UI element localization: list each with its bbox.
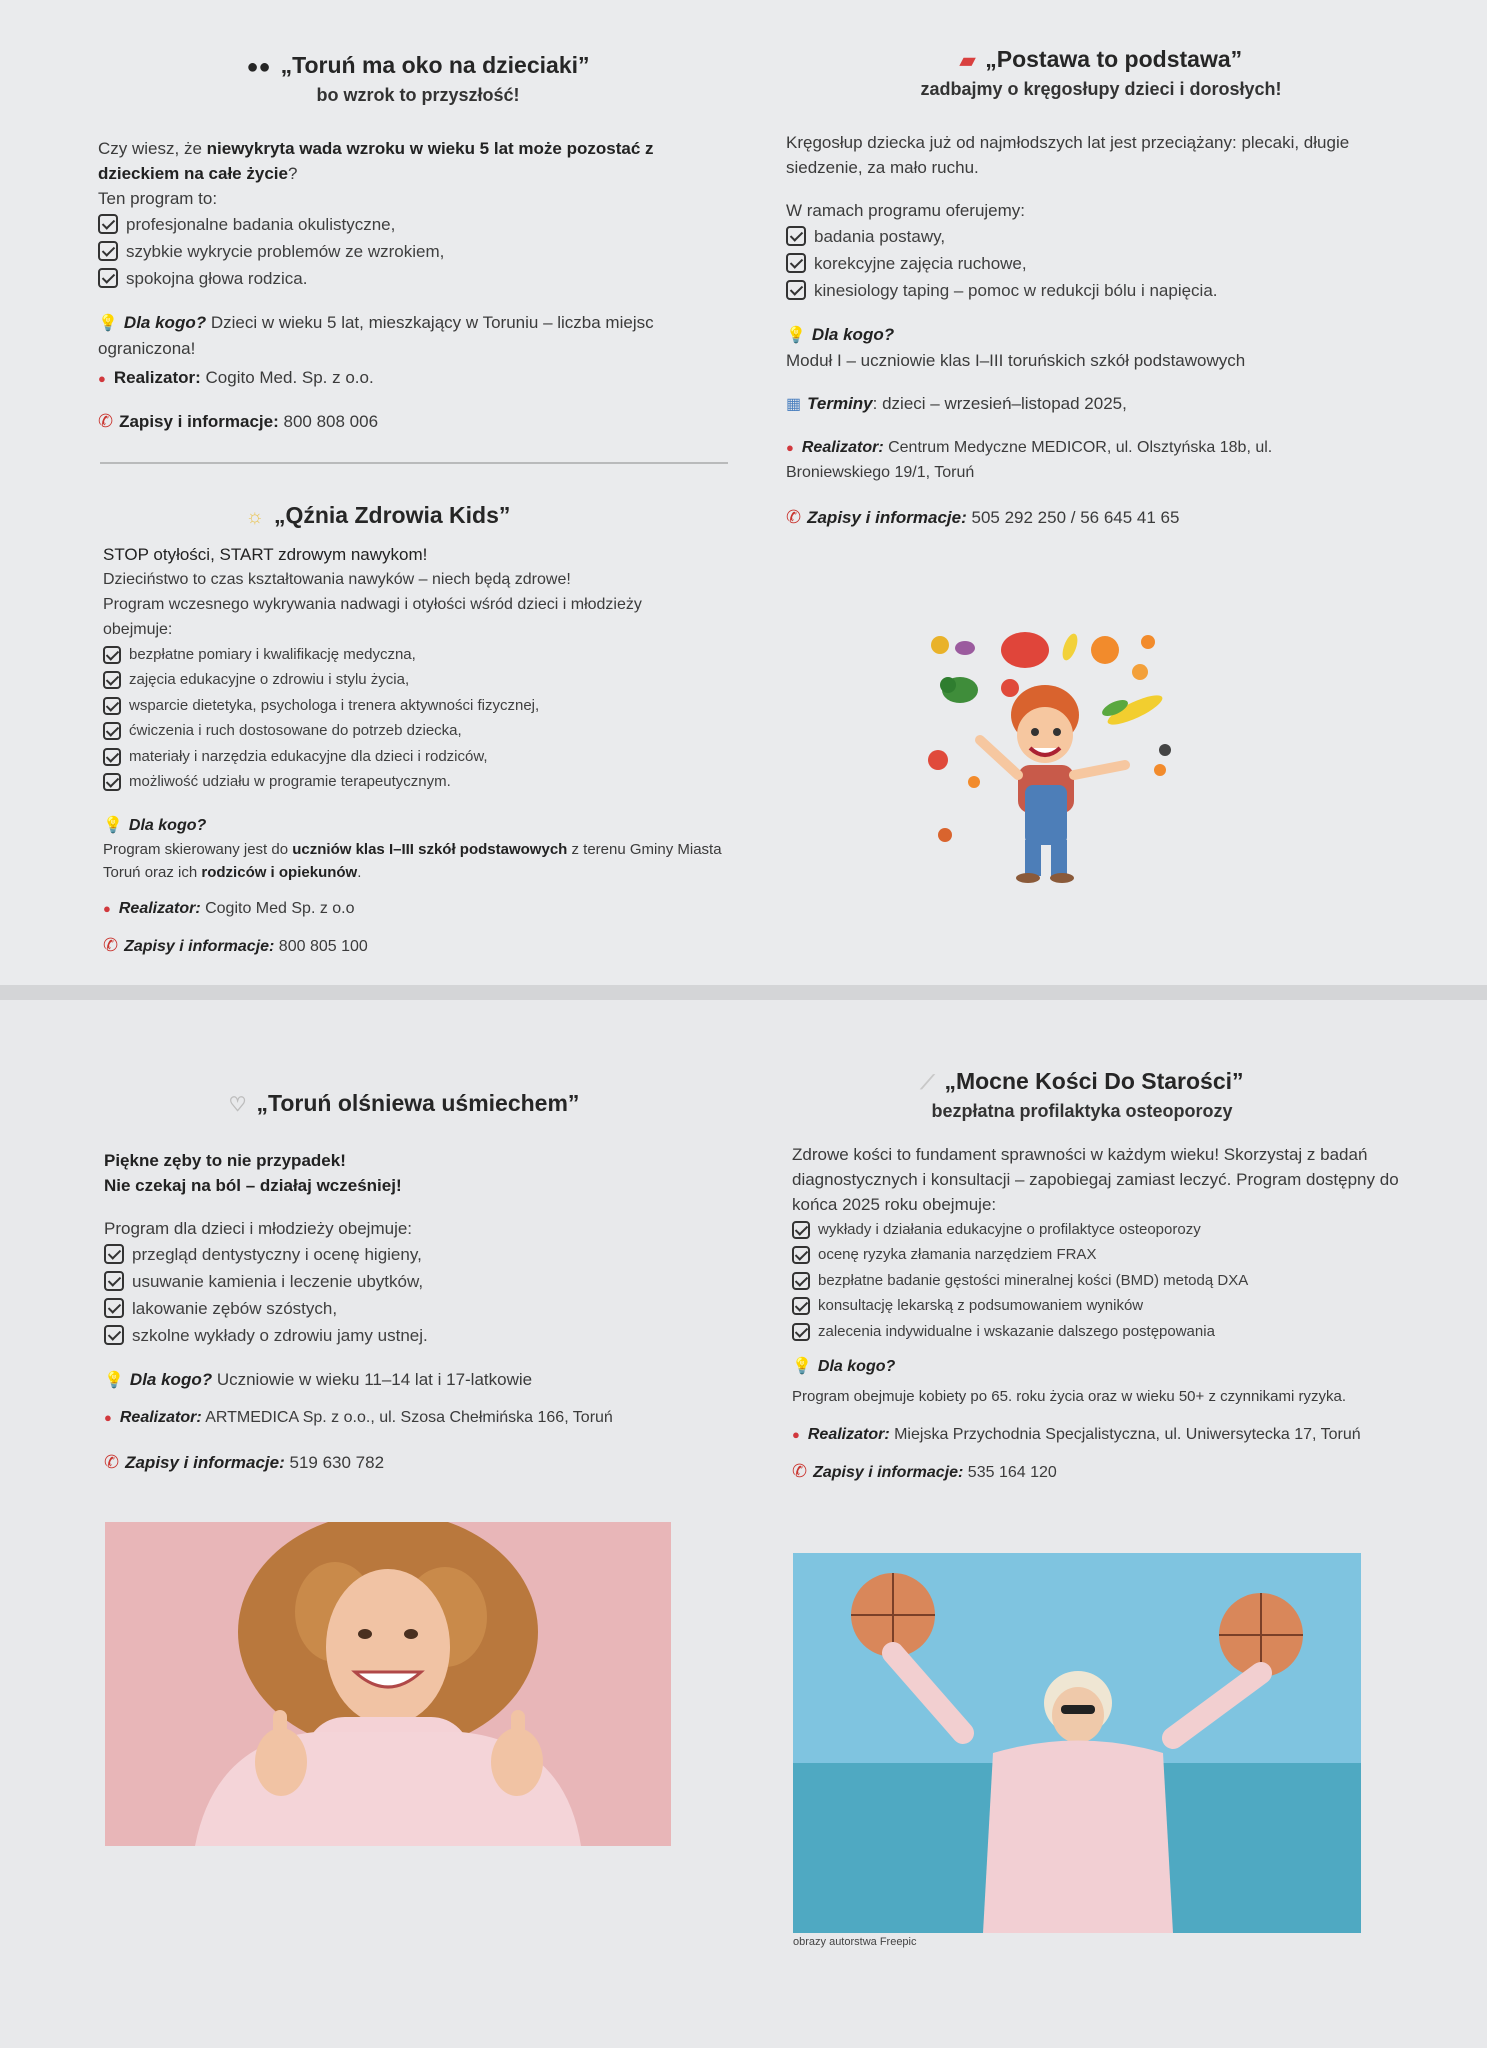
- senior-woman-basketballs-photo: [793, 1553, 1361, 1933]
- list-item: [104, 1295, 744, 1322]
- checkbox-icon: [98, 214, 118, 234]
- list-item-text: badania postawy,: [814, 226, 946, 246]
- realizator: [792, 1422, 1432, 1447]
- target-label: Dla kogo?: [817, 1358, 896, 1376]
- offer-label: W ramach programu oferujemy:: [786, 200, 1026, 220]
- list-item-text: bezpłatne pomiary i kwalifikację medyczna,: [129, 645, 416, 663]
- list-item: [103, 769, 743, 795]
- checkbox-icon: [792, 1272, 810, 1290]
- list-item: [103, 642, 743, 668]
- realizator-label: Realizator:: [807, 1426, 890, 1444]
- girl-thumbs-up-photo: [105, 1522, 671, 1846]
- target-group: [103, 813, 743, 838]
- list-item: [103, 718, 743, 744]
- list-item: [786, 223, 1406, 250]
- target-text: Uczniowie w wieku 11–14 lat i 17-latkowie: [212, 1369, 533, 1389]
- lightbulb-icon: 💡: [792, 1358, 812, 1376]
- checkbox-icon: [98, 268, 118, 288]
- list-item: [103, 667, 743, 693]
- program-title-text: „Toruń olśniewa uśmiechem”: [256, 1090, 580, 1116]
- intro-part: Czy wiesz, że: [98, 138, 207, 158]
- list-item-text: wykłady i działania edukacyjne o profilaktyce osteoporozy: [818, 1220, 1201, 1238]
- checkbox-icon: [786, 280, 806, 300]
- intro-bold: niewykryta wada wzroku w wieku 5 lat może pozostać z dzieckiem na całe życie: [98, 138, 654, 183]
- benefit-list: [104, 1241, 744, 1349]
- boy-vegetables-illustration: [910, 620, 1180, 890]
- target-group: [786, 322, 1406, 348]
- benefit-list: [103, 642, 743, 795]
- slogan: STOP otyłości, START zdrowym nawykom!: [103, 544, 428, 564]
- list-item-text: ćwiczenia i ruch dostosowane do potrzeb dziecka,: [129, 722, 462, 740]
- checkbox-icon: [103, 722, 121, 740]
- phone-icon: ✆: [104, 1451, 120, 1472]
- list-item: [792, 1319, 1432, 1345]
- realizator: [104, 1405, 744, 1430]
- contact-label: Zapisy i informacje:: [807, 507, 967, 527]
- target-text: Dzieci w wieku 5 lat, mieszkający w Toruniu – liczba miejsc ograniczona!: [98, 312, 654, 358]
- lightbulb-icon: 💡: [103, 816, 123, 834]
- lightbulb-icon: 💡: [98, 314, 118, 332]
- contact-label: Zapisy i informacje:: [119, 411, 279, 431]
- realizator-label: Realizator:: [801, 438, 884, 456]
- checkbox-icon: [104, 1244, 124, 1264]
- contact-label: Zapisy i informacje:: [813, 1464, 964, 1482]
- target-part: .: [357, 863, 362, 881]
- bone-icon: ⟋: [920, 1071, 935, 1094]
- program-title: [58, 500, 698, 532]
- calendar-icon: ▦: [786, 395, 802, 413]
- checkbox-icon: [104, 1325, 124, 1345]
- program-posture: [786, 44, 1406, 530]
- program-title: [104, 1088, 704, 1120]
- list-item: [98, 211, 738, 238]
- program-title-text: „Mocne Kości Do Starości”: [944, 1068, 1244, 1094]
- intro-text: Kręgosłup dziecka już od najmłodszych lat jest przeciążany: plecaki, długie siedzenie, za mało ruchu.: [786, 132, 1350, 177]
- benefit-list: [792, 1217, 1432, 1345]
- list-item-text: szkolne wykłady o zdrowiu jamy ustnej.: [132, 1325, 428, 1345]
- location-pin-icon: ●: [792, 1427, 800, 1443]
- divider: [100, 462, 728, 464]
- list-item-text: szybkie wykrycie problemów ze wzrokiem,: [126, 241, 445, 261]
- list-item: [786, 277, 1406, 304]
- list-item: [786, 250, 1406, 277]
- list-item-text: kinesiology taping – pomoc w redukcji bólu i napięcia.: [814, 280, 1218, 300]
- program-kids: [103, 500, 743, 959]
- checkbox-icon: [103, 773, 121, 791]
- phone-icon: ✆: [786, 506, 802, 527]
- checkbox-icon: [792, 1221, 810, 1239]
- list-item: [792, 1217, 1432, 1243]
- list-item-text: korekcyjne zajęcia ruchowe,: [814, 253, 1027, 273]
- checkbox-icon: [103, 646, 121, 664]
- realizator: [98, 365, 738, 391]
- list-item: [103, 744, 743, 770]
- phone-icon: ✆: [103, 934, 119, 955]
- contact-phone: 519 630 782: [284, 1452, 385, 1472]
- location-pin-icon: ●: [104, 1409, 112, 1425]
- list-item-text: zajęcia edukacyjne o zdrowiu i stylu życia,: [129, 671, 410, 689]
- program-title-text: „Qźnia Zdrowia Kids”: [273, 502, 511, 528]
- contact: [103, 933, 743, 959]
- program-teeth: [104, 1088, 744, 1475]
- program-subtitle: bezpłatna profilaktyka osteoporozy: [931, 1100, 1233, 1121]
- target-group: [104, 1367, 744, 1393]
- list-item-text: możliwość udziału w programie terapeutycznym.: [129, 773, 451, 791]
- realizator-text: Centrum Medyczne MEDICOR, ul. Olsztyńska 18b, ul. Broniewskiego 19/1, Toruń: [786, 438, 1273, 481]
- realizator: [786, 435, 1346, 485]
- target-label: Dla kogo?: [123, 312, 207, 332]
- contact: [104, 1450, 744, 1475]
- checkbox-icon: [103, 697, 121, 715]
- list-item: [792, 1293, 1432, 1319]
- list-item-text: materiały i narzędzia edukacyjne dla dzieci i rodziców,: [129, 747, 488, 765]
- target-bold: uczniów klas I–III szkół podstawowych: [292, 840, 568, 858]
- realizator-text: ARTMEDICA Sp. z o.o., ul. Szosa Chełmińska 166, Toruń: [201, 1408, 613, 1426]
- slogan: Nie czekaj na ból – działaj wcześniej!: [104, 1175, 402, 1195]
- list-item-text: zalecenia indywidualne i wskazanie dalszego postępowania: [818, 1322, 1215, 1340]
- program-bones: [792, 1066, 1432, 1485]
- contact-phone: 535 164 120: [963, 1464, 1057, 1482]
- checkbox-icon: [104, 1298, 124, 1318]
- intro-text: [98, 136, 738, 186]
- eyes-icon: ●●: [246, 55, 271, 78]
- program-title: [762, 1066, 1402, 1098]
- program-label: Ten program to:: [98, 188, 218, 208]
- phone-icon: ✆: [98, 410, 114, 431]
- list-item-text: spokojna głowa rodzica.: [126, 268, 308, 288]
- location-pin-icon: ●: [98, 370, 106, 386]
- contact-label: Zapisy i informacje:: [124, 937, 275, 955]
- checkbox-icon: [792, 1246, 810, 1264]
- realizator-text: Miejska Przychodnia Specjalistyczna, ul. Uniwersytecka 17, Toruń: [889, 1426, 1361, 1444]
- list-item-text: profesjonalne badania okulistyczne,: [126, 214, 396, 234]
- list-item: [98, 238, 738, 265]
- target-part: z terenu Gminy Miasta Toruń oraz ich: [103, 840, 722, 881]
- target-group: [792, 1354, 1432, 1379]
- schedule-text: : dzieci – wrzesień–listopad 2025,: [872, 393, 1127, 413]
- checkbox-icon: [103, 748, 121, 766]
- realizator-text: Cogito Med. Sp. z o.o.: [200, 367, 374, 387]
- realizator-label: Realizator:: [113, 367, 201, 387]
- description: Dzieciństwo to czas kształtowania nawyków – niech będą zdrowe!: [103, 570, 571, 588]
- program-title-text: „Postawa to podstawa”: [985, 46, 1243, 72]
- benefit-list: [98, 211, 738, 292]
- contact-phone: 505 292 250 / 56 645 41 65: [966, 507, 1180, 527]
- contact: [786, 505, 1406, 530]
- list-item: [103, 693, 743, 719]
- program-eyes: [98, 50, 738, 434]
- image-credit: obrazy autorstwa Freepic: [793, 1936, 917, 1948]
- lightbulb-icon: 💡: [104, 1371, 124, 1389]
- tooth-icon: ♡: [228, 1093, 247, 1116]
- realizator: [103, 896, 743, 921]
- schedule-label: Terminy: [807, 393, 873, 413]
- target-bold: rodziców i opiekunów: [201, 863, 358, 881]
- program-title-text: „Toruń ma oko na dzieciaki”: [280, 52, 590, 78]
- contact: [792, 1459, 1432, 1485]
- slogan: Piękne zęby to nie przypadek!: [104, 1150, 346, 1170]
- benefit-list: [786, 223, 1406, 304]
- checkbox-icon: [792, 1323, 810, 1341]
- target-label: Dla kogo?: [129, 1369, 213, 1389]
- sheet-gap: [0, 985, 1487, 1000]
- program-title: [786, 44, 1416, 76]
- list-item-text: bezpłatne badanie gęstości mineralnej kości (BMD) metodą DXA: [818, 1271, 1249, 1289]
- target-label: Dla kogo?: [811, 324, 895, 344]
- contact-phone: 800 808 006: [278, 411, 379, 431]
- intro-part: ?: [287, 163, 298, 183]
- target-part: Program skierowany jest do: [103, 840, 293, 858]
- list-item: [104, 1322, 744, 1349]
- list-item: [98, 265, 738, 292]
- realizator-text: Cogito Med Sp. z o.o: [200, 899, 355, 917]
- target-text: Program obejmuje kobiety po 65. roku życia oraz w wieku 50+ z czynnikami ryzyka.: [792, 1388, 1346, 1406]
- checkbox-icon: [786, 253, 806, 273]
- list-item-text: przegląd dentystyczny i ocenę higieny,: [132, 1244, 422, 1264]
- contact-label: Zapisy i informacje:: [125, 1452, 285, 1472]
- backpack-icon: ▰: [959, 49, 976, 72]
- checkbox-icon: [104, 1271, 124, 1291]
- contact: [98, 409, 738, 434]
- realizator-label: Realizator:: [118, 899, 201, 917]
- lightbulb-icon: 💡: [786, 326, 806, 344]
- location-pin-icon: ●: [103, 900, 111, 916]
- checkbox-icon: [103, 671, 121, 689]
- checkbox-icon: [786, 226, 806, 246]
- phone-icon: ✆: [792, 1461, 808, 1482]
- list-item: [104, 1241, 744, 1268]
- checkbox-icon: [98, 241, 118, 261]
- realizator-label: Realizator:: [119, 1408, 202, 1426]
- sun-icon: ☼: [245, 505, 264, 528]
- location-pin-icon: ●: [786, 439, 794, 455]
- intro-text: Zdrowe kości to fundament sprawności w każdym wieku! Skorzystaj z badań diagnostycznych i konsultacji – zapobiegaj zamiast leczyć. Program dostępny do końca 2025 roku obejmuje:: [792, 1144, 1399, 1214]
- list-item-text: konsultację lekarską z podsumowaniem wyników: [818, 1297, 1144, 1315]
- program-label: Program dla dzieci i młodzieży obejmuje:: [104, 1218, 413, 1238]
- target-text: Moduł I – uczniowie klas I–III toruńskich szkół podstawowych: [786, 350, 1246, 370]
- list-item-text: lakowanie zębów szóstych,: [132, 1298, 338, 1318]
- program-subtitle: bo wzrok to przyszłość!: [316, 84, 520, 105]
- target-text: [103, 838, 743, 884]
- description: Program wczesnego wykrywania nadwagi i otyłości wśród dzieci i młodzieży obejmuje:: [103, 595, 642, 638]
- list-item: [104, 1268, 744, 1295]
- target-label: Dla kogo?: [128, 816, 207, 834]
- list-item-text: wsparcie dietetyka, psychologa i trenera aktywności fizycznej,: [129, 696, 540, 714]
- list-item-text: ocenę ryzyka złamania narzędziem FRAX: [818, 1246, 1097, 1264]
- program-subtitle: zadbajmy o kręgosłupy dzieci i dorosłych!: [920, 78, 1282, 99]
- list-item: [792, 1268, 1432, 1294]
- list-item: [792, 1242, 1432, 1268]
- contact-phone: 800 805 100: [274, 937, 368, 955]
- target-group: [98, 310, 738, 361]
- program-title: [98, 50, 738, 82]
- checkbox-icon: [792, 1297, 810, 1315]
- schedule: [786, 391, 1406, 417]
- list-item-text: usuwanie kamienia i leczenie ubytków,: [132, 1271, 424, 1291]
